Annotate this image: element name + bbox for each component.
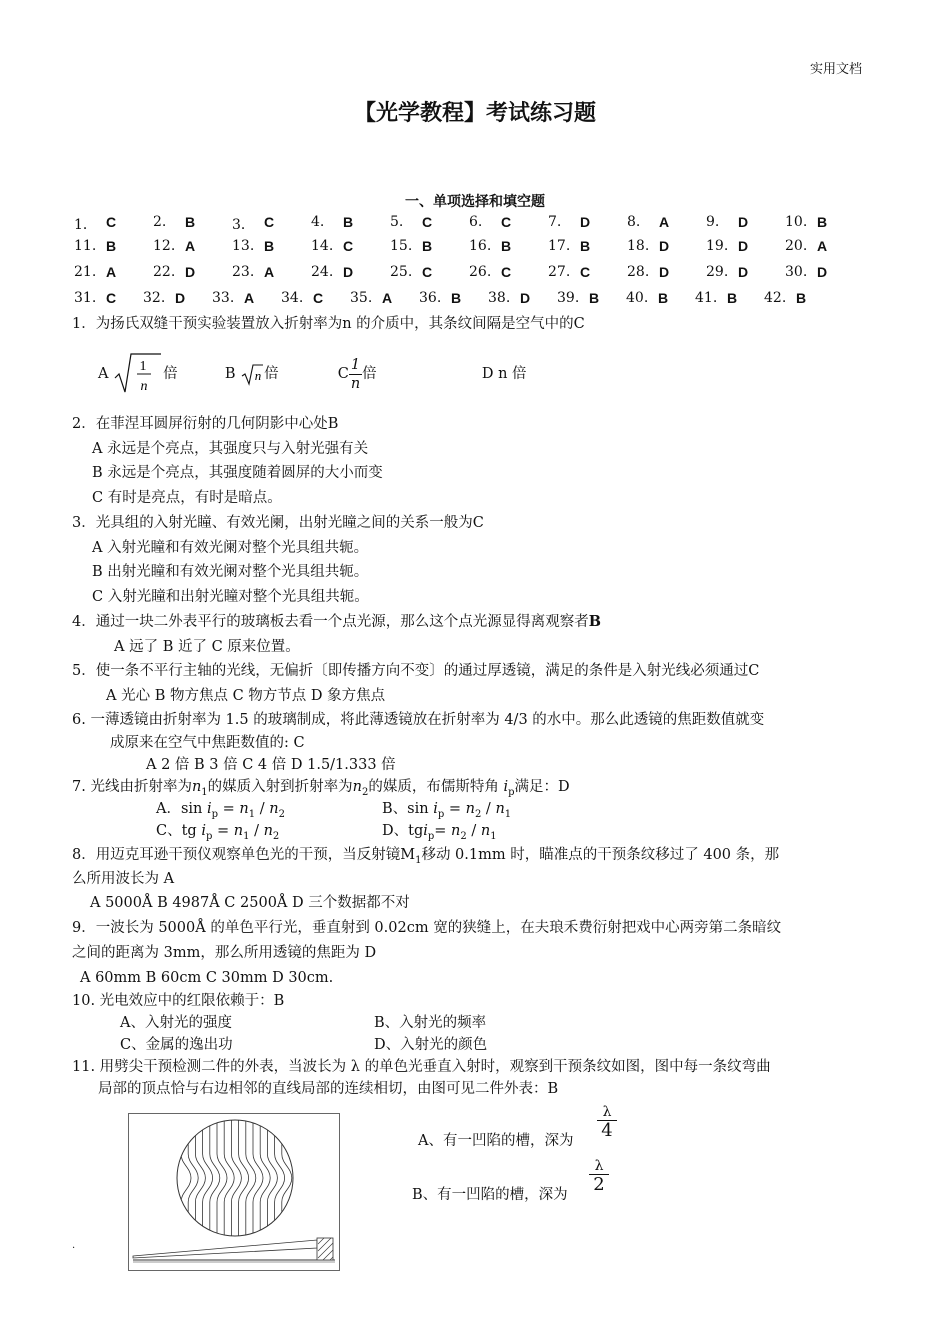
section-heading: 一、单项选择和填空题 <box>405 194 545 210</box>
q5-stem: 5．使一条不平行主轴的光线，无偏折〔即传播方向不变〕的通过厚透镜，满足的条件是入射光线必须通过C <box>72 663 760 679</box>
fringe-line <box>188 1114 198 1244</box>
answer-number: 34. <box>281 290 304 306</box>
answer-number: 28. <box>627 264 650 280</box>
answer-number: 31. <box>74 290 97 306</box>
answer-letter: C <box>343 238 354 254</box>
q8-stem: 8．用迈克耳逊干预仪观察单色光的干预，当反射镜$M_1$移动 0.1mm 时，瞄准点的干预条纹移过了 400 条，那 <box>72 847 780 866</box>
q10-stem: 10. 光电效应中的红限依赖于：B <box>72 993 285 1009</box>
answer-letter: B <box>264 238 275 254</box>
answer-letter: A <box>106 264 117 280</box>
answer-letter: C <box>501 214 512 230</box>
q11-option-b-fraction: λ 2 <box>589 1158 609 1195</box>
answer-letter: B <box>106 238 117 254</box>
q1-stem: 1．为扬氏双缝干预实验装置放入折射率为n 的介质中，其条纹间隔是空气中的C <box>72 316 585 332</box>
q3-option-c: C 入射光瞳和出射光瞳对整个光具组共轭。 <box>92 589 369 605</box>
answer-letter: B <box>580 238 591 254</box>
answer-number: 4. <box>311 214 325 230</box>
fringe-line <box>231 1114 241 1244</box>
answer-number: 15. <box>390 238 413 254</box>
answer-letter: C <box>106 214 117 230</box>
q2-option-a: A 永远是个亮点，其强度只与入射光强有关 <box>92 441 369 457</box>
answer-number: 6. <box>469 214 483 230</box>
answer-letter: C <box>580 264 591 280</box>
fringe-line <box>224 1114 234 1244</box>
corner-label: 实用文档 <box>809 62 862 77</box>
answer-number: 20. <box>785 238 808 254</box>
answer-number: 17. <box>548 238 571 254</box>
answer-number: 16. <box>469 238 492 254</box>
answer-number: 25. <box>390 264 413 280</box>
q3-option-a: A 入射光瞳和有效光阑对整个光具组共轭。 <box>92 540 369 556</box>
answer-letter: B <box>817 214 828 230</box>
answer-row-4 <box>74 290 864 312</box>
answer-number: 2. <box>153 214 167 230</box>
fringe-line <box>246 1114 256 1244</box>
answer-number: 14. <box>311 238 334 254</box>
answer-letter: D <box>659 238 670 254</box>
fringe-line <box>260 1114 270 1244</box>
answer-number: 36. <box>419 290 442 306</box>
answer-letter: D <box>738 264 749 280</box>
answer-number: 40. <box>626 290 649 306</box>
answer-number: 38. <box>488 290 511 306</box>
answer-row-1 <box>74 214 864 236</box>
svg-text:n: n <box>140 379 148 394</box>
q2-option-b: B 永远是个亮点，其强度随着圆屏的大小而变 <box>92 465 383 481</box>
q7-stem: 7. 光线由折射率为$n_1$的媒质入射到折射率为$n_2$的媒质，布儒斯特角 $i_p$满足：D <box>72 779 570 798</box>
answer-letter: C <box>106 290 117 306</box>
q7-option-b: B、$\sin i_p = n_2 / n_1$ <box>382 801 512 820</box>
q4-options: A 远了 B 近了 C 原来位置。 <box>114 639 300 655</box>
q1-option-d: D n 倍 <box>481 366 527 382</box>
answer-number: 35. <box>350 290 373 306</box>
answer-letter: B <box>589 290 600 306</box>
q2-option-c: C 有时是亮点，有时是暗点。 <box>92 490 282 506</box>
answer-number: 18. <box>627 238 650 254</box>
answer-row-2 <box>74 238 864 260</box>
answer-number: 11. <box>74 238 97 254</box>
answer-letter: B <box>727 290 738 306</box>
q2-stem: 2．在菲涅耳圆屏衍射的几何阴影中心处B <box>72 416 339 432</box>
q3-stem: 3．光具组的入射光瞳、有效光阑，出射光瞳之间的关系一般为C <box>72 515 484 531</box>
answer-number: 26. <box>469 264 492 280</box>
answer-letter: C <box>501 264 512 280</box>
sqrt-n <box>240 362 264 386</box>
answer-letter: B <box>501 238 512 254</box>
answer-number: 30. <box>785 264 808 280</box>
q9-stem: 9．一波长为 5000Å 的单色平行光，垂直射到 0.02cm 宽的狭缝上，在夫琅禾费衍射把戏中心两旁第二条暗纹 <box>72 920 782 936</box>
q6-options: A 2 倍 B 3 倍 C 4 倍 D 1.5/1.333 倍 <box>146 757 396 773</box>
fringe-line <box>289 1114 299 1244</box>
answer-number: 12. <box>153 238 176 254</box>
answer-number: 23. <box>232 264 255 280</box>
fringe-line <box>217 1114 227 1244</box>
answer-number: 29. <box>706 264 729 280</box>
answer-letter: B <box>796 290 807 306</box>
fringe-line <box>282 1114 292 1244</box>
answer-letter: D <box>343 264 354 280</box>
answer-number: 27. <box>548 264 571 280</box>
answer-number: 24. <box>311 264 334 280</box>
answer-letter: B <box>185 214 196 230</box>
q1-options <box>98 352 527 396</box>
answer-number: 42. <box>764 290 787 306</box>
answer-number: 21. <box>74 264 97 280</box>
q1-option-b: B n 倍 <box>225 366 279 382</box>
q8-options: A 5000Å B 4987Å C 2500Å D 三个数据都不对 <box>90 895 410 911</box>
q9-options: A 60mm B 60cm C 30mm D 30cm. <box>80 970 334 986</box>
sqrt-1-over-n <box>113 352 163 396</box>
answer-letter: A <box>264 264 275 280</box>
answer-letter: C <box>264 214 275 230</box>
answer-letter: D <box>580 214 591 230</box>
answer-letter: D <box>185 264 196 280</box>
answer-number: 32. <box>143 290 166 306</box>
q10-option-a: A、入射光的强度 <box>120 1015 232 1031</box>
answer-letter: C <box>422 214 433 230</box>
q3-option-b: B 出射光瞳和有效光阑对整个光具组共轭。 <box>92 564 369 580</box>
answer-number: 7. <box>548 214 562 230</box>
q10-option-b: B、入射光的频率 <box>374 1015 487 1031</box>
answer-letter: D <box>738 238 749 254</box>
answer-letter: A <box>244 290 255 306</box>
fringe-line <box>239 1114 249 1244</box>
q11-stem-cont: 局部的顶点恰与右边相邻的直线局部的连续相切，由图可见二件外表：B <box>98 1081 559 1097</box>
answer-letter: D <box>738 214 749 230</box>
answer-letter: C <box>313 290 324 306</box>
answer-number: 13. <box>232 238 255 254</box>
answer-number: 41. <box>695 290 718 306</box>
svg-text:1: 1 <box>139 359 147 374</box>
q1-option-c: C $\frac{1}{n}$ 倍 <box>337 356 377 392</box>
answer-number: 33. <box>212 290 235 306</box>
q8-stem-cont: 么所用波长为 A <box>72 871 175 887</box>
q11-option-a: A、有一凹陷的槽，深为 <box>418 1133 574 1149</box>
answer-number: 22. <box>153 264 176 280</box>
fringe-line <box>181 1114 191 1244</box>
answer-number: 39. <box>557 290 580 306</box>
page-title: 【光学教程】考试练习题 <box>353 101 596 126</box>
answer-number: 8. <box>627 214 641 230</box>
q7-option-d: D、$tgi_p= n_2 / n_1$ <box>382 823 497 842</box>
q10-option-c: C、金属的逸出功 <box>120 1037 233 1053</box>
answer-letter: B <box>658 290 669 306</box>
answer-letter: D <box>175 290 186 306</box>
answer-letter: B <box>422 238 433 254</box>
q7-option-c: C、tg $i_p = n_1 / n_2$ <box>156 823 280 842</box>
q11-option-b: B、有一凹陷的槽，深为 <box>412 1187 568 1203</box>
q6-stem: 6. 一薄透镜由折射率为 1.5 的玻璃制成，将此薄透镜放在折射率为 4/3 的水中。那么此透镜的焦距数值就变 <box>72 712 765 728</box>
answer-number: 10. <box>785 214 808 230</box>
answer-letter: C <box>422 264 433 280</box>
answer-number: 1． <box>74 217 97 233</box>
q11-stem: 11. 用劈尖干预检测二件的外表，当波长为 λ 的单色光垂直入射时，观察到干预条纹如图，图中每一条纹弯曲 <box>72 1059 771 1075</box>
svg-text:n: n <box>254 368 262 383</box>
footer-dot: . <box>72 1240 76 1251</box>
answer-letter: B <box>343 214 354 230</box>
answer-letter: A <box>185 238 196 254</box>
answer-letter: D <box>659 264 670 280</box>
answer-letter: A <box>659 214 670 230</box>
answer-letter: B <box>451 290 462 306</box>
wedge-interference-figure <box>128 1113 340 1271</box>
answer-number: 19. <box>706 238 729 254</box>
fringe-line <box>203 1114 213 1244</box>
fringe-line <box>210 1114 220 1244</box>
answer-number: 3． <box>232 217 255 233</box>
answer-number: 9. <box>706 214 720 230</box>
q11-option-a-fraction: λ 4 <box>597 1104 617 1141</box>
answer-letter: A <box>817 238 828 254</box>
answer-letter: D <box>817 264 828 280</box>
answer-row-3 <box>74 264 864 286</box>
fringe-line <box>253 1114 263 1244</box>
q5-options: A 光心 B 物方焦点 C 物方节点 D 象方焦点 <box>106 688 386 704</box>
answer-letter: D <box>520 290 531 306</box>
fringe-line <box>275 1114 285 1244</box>
q4-stem: 4．通过一块二外表平行的玻璃板去看一个点光源，那么这个点光源显得离观察者B <box>72 613 601 630</box>
q7-option-a: A．$\sin i_p = n_1 / n_2$ <box>156 801 285 820</box>
q1-option-a: A 1 n 倍 <box>98 366 178 382</box>
answer-number: 5. <box>390 214 404 230</box>
q9-stem-cont: 之间的距离为 3mm，那么所用透镜的焦距为 D <box>72 945 377 961</box>
q10-option-d: D、入射光的颜色 <box>374 1037 488 1053</box>
q6-stem-cont: 成原来在空气中焦距数值的: C <box>110 735 305 751</box>
interference-fringes-diagram <box>129 1114 339 1270</box>
answer-letter: A <box>382 290 393 306</box>
